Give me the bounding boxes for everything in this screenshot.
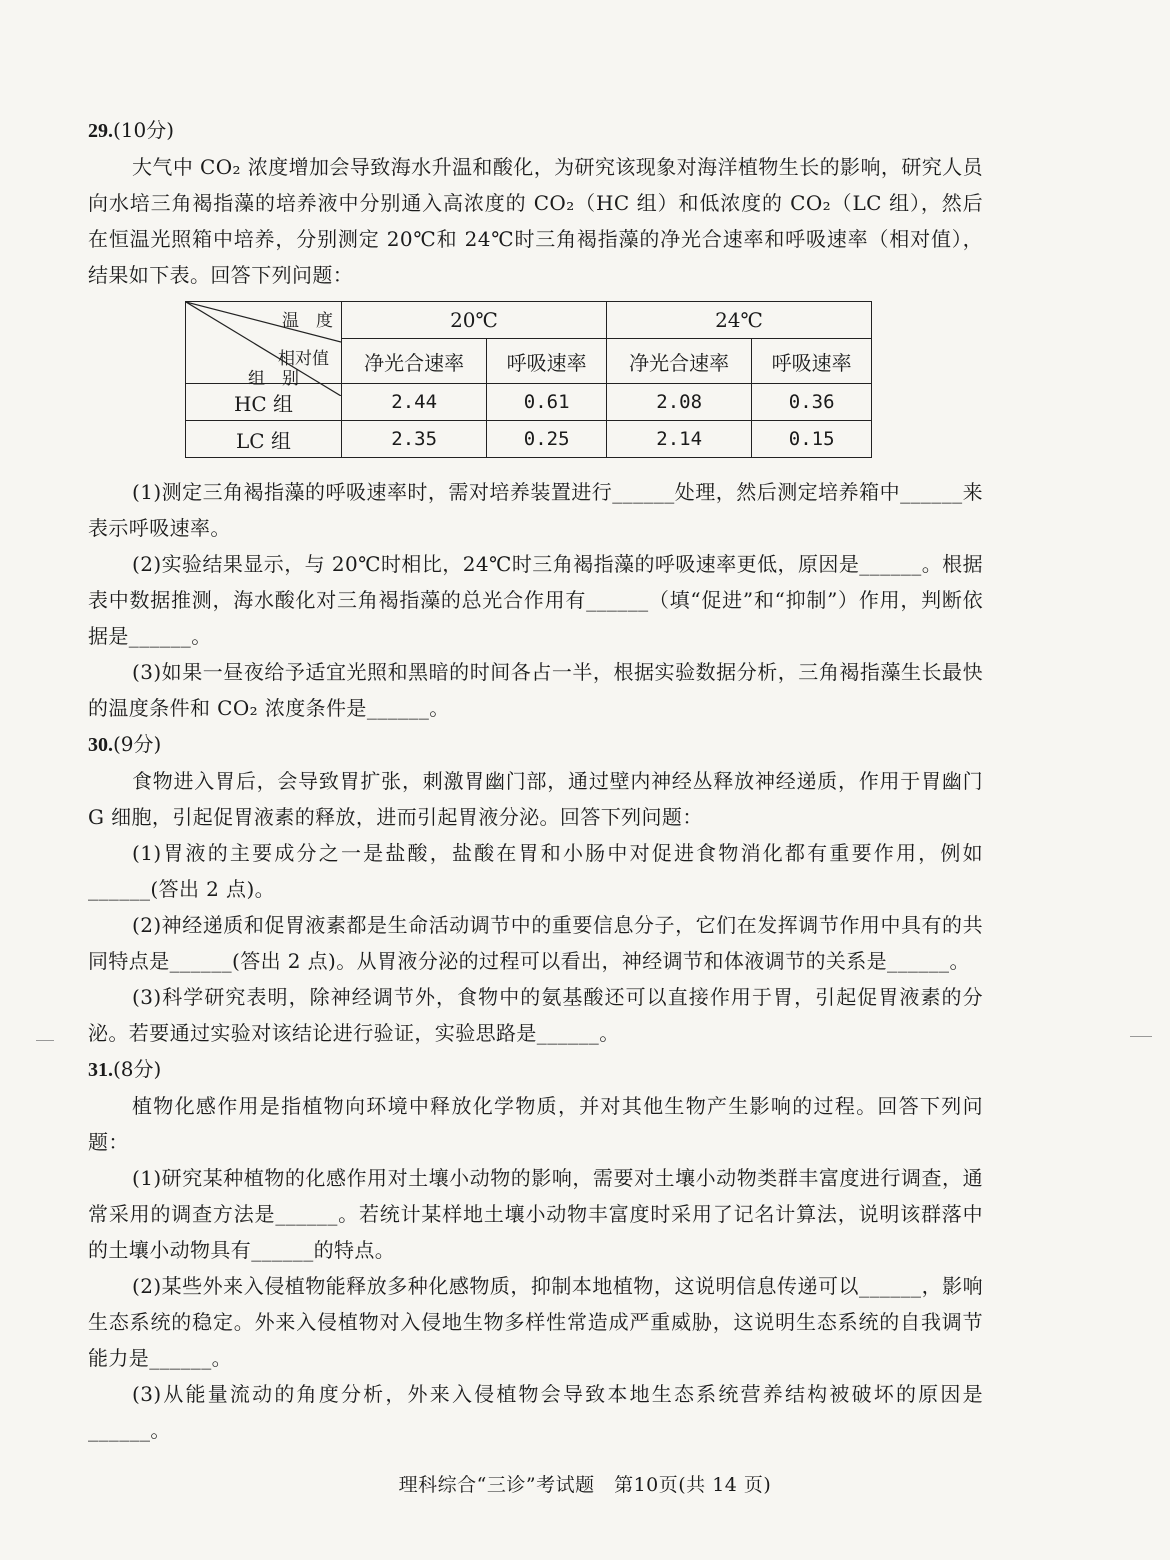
question-31-header <box>88 1051 983 1088</box>
table-cell: 2.08 <box>607 384 752 421</box>
results-table-wrapper <box>185 301 983 458</box>
question-30-header <box>88 726 983 763</box>
temp-header-24: 24℃ <box>607 302 872 339</box>
question-30-part-3: (3)科学研究表明，除神经调节外，食物中的氨基酸还可以直接作用于胃，引起促胃液素的分泌。若要通过实验对该结论进行验证，实验思路是______。 <box>88 985 983 1045</box>
corner-relative-value-label: 相对值 <box>278 349 329 369</box>
results-table <box>185 301 872 458</box>
question-31-part-3: (3)从能量流动的角度分析，外来入侵植物会导致本地生态系统营养结构被破坏的原因是______。 <box>88 1382 983 1442</box>
question-29-part-1: (1)测定三角褐指藻的呼吸速率时，需对培养装置进行______处理，然后测定培养箱中______来表示呼吸速率。 <box>88 480 983 540</box>
table-cell: 0.36 <box>752 384 872 421</box>
corner-temperature-label: 温 度 <box>282 311 333 331</box>
question-number: 31. <box>88 1059 113 1081</box>
temp-header-20: 20℃ <box>342 302 607 339</box>
question-number: 30. <box>88 734 113 756</box>
question-points: (10分) <box>113 118 175 142</box>
question-31-part-1: (1)研究某种植物的化感作用对土壤小动物的影响，需要对土壤小动物类群丰富度进行调查，通常采用的调查方法是______。若统计某样地土壤小动物丰富度时采用了记名计算法，说明该群落中的土壤小动物具有______的特点。 <box>88 1166 983 1262</box>
question-29-header <box>88 112 983 149</box>
page-footer: 理科综合“三诊”考试题 第10页(共 14 页) <box>398 1474 772 1496</box>
table-cell: 0.61 <box>487 384 607 421</box>
table-cell: 0.15 <box>752 421 872 458</box>
table-cell: 0.25 <box>487 421 607 458</box>
table-row <box>186 421 872 458</box>
question-29-intro: 大气中 CO₂ 浓度增加会导致海水升温和酸化，为研究该现象对海洋植物生长的影响，研究人员向水培三角褐指藻的培养液中分别通入高浓度的 CO₂（HC 组）和低浓度的 CO₂（LC 组），然后在恒温光照箱中培养，分别测定 20℃和 24℃时三角褐指藻的净光合速率和呼吸速率（相对值），结果如下表。回答下列问题： <box>88 155 983 287</box>
subhead-net-photosynthesis-20: 净光合速率 <box>342 339 487 384</box>
question-30-part-2: (2)神经递质和促胃液素都是生命活动调节中的重要信息分子，它们在发挥调节作用中具有的共同特点是______(答出 2 点)。从胃液分泌的过程可以看出，神经调节和体液调节的关系是______。 <box>88 913 983 973</box>
exam-page <box>88 112 983 1448</box>
table-cell: 2.14 <box>607 421 752 458</box>
row-group-label: LC 组 <box>186 421 342 458</box>
subhead-respiration-24: 呼吸速率 <box>752 339 872 384</box>
table-corner-header <box>186 302 342 389</box>
question-number: 29. <box>88 120 113 142</box>
table-cell: 2.35 <box>342 421 487 458</box>
question-31-part-2: (2)某些外来入侵植物能释放多种化感物质，抑制本地植物，这说明信息传递可以______，影响生态系统的稳定。外来入侵植物对入侵地生物多样性常造成严重威胁，这说明生态系统的自我调节能力是______。 <box>88 1274 983 1370</box>
question-30-intro: 食物进入胃后，会导致胃扩张，刺激胃幽门部，通过壁内神经丛释放神经递质，作用于胃幽门 G 细胞，引起促胃液素的释放，进而引起胃液分泌。回答下列问题： <box>88 769 983 829</box>
fold-mark-left <box>36 1040 54 1041</box>
fold-mark-right <box>1130 1036 1152 1037</box>
subhead-respiration-20: 呼吸速率 <box>487 339 607 384</box>
question-29-part-2: (2)实验结果显示，与 20℃时相比，24℃时三角褐指藻的呼吸速率更低，原因是______。根据表中数据推测，海水酸化对三角褐指藻的总光合作用有______（填“促进”和“抑制”）作用，判断依据是______。 <box>88 552 983 648</box>
question-31-intro: 植物化感作用是指植物向环境中释放化学物质，并对其他生物产生影响的过程。回答下列问题： <box>88 1094 983 1154</box>
corner-group-label: 组 别 <box>248 369 299 389</box>
question-points: (8分) <box>113 1057 162 1081</box>
question-30-part-1: (1)胃液的主要成分之一是盐酸，盐酸在胃和小肠中对促进食物消化都有重要作用，例如______(答出 2 点)。 <box>88 841 983 901</box>
question-29-part-3: (3)如果一昼夜给予适宜光照和黑暗的时间各占一半，根据实验数据分析，三角褐指藻生长最快的温度条件和 CO₂ 浓度条件是______。 <box>88 660 983 720</box>
table-cell: 2.44 <box>342 384 487 421</box>
subhead-net-photosynthesis-24: 净光合速率 <box>607 339 752 384</box>
question-points: (9分) <box>113 732 162 756</box>
row-group-label: HC 组 <box>186 384 342 421</box>
